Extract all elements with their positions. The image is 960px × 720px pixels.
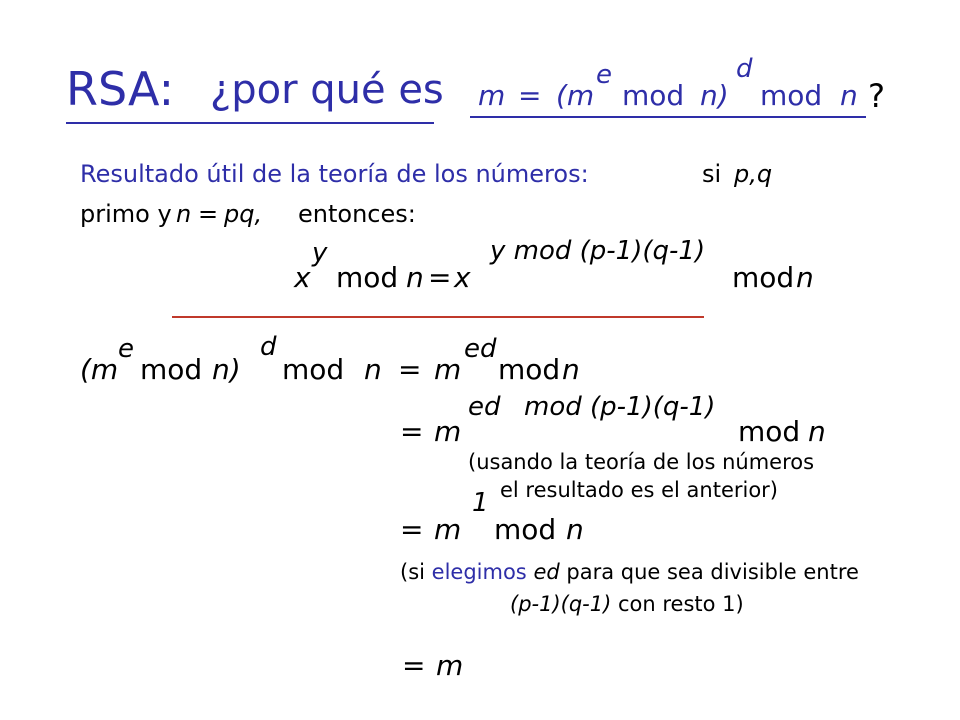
note2-elegimos: elegimos <box>431 560 527 584</box>
deriv2-eq: = <box>400 415 424 448</box>
deriv1-mod: mod <box>140 353 203 386</box>
theorem-n1: n <box>406 261 424 294</box>
deriv4-m: m <box>436 649 464 682</box>
deriv2-n: n <box>808 415 826 448</box>
title-question: ¿por qué es <box>210 67 444 113</box>
note2-line-b <box>510 594 744 615</box>
title-formula-n-close: n) <box>700 79 729 112</box>
deriv1-e: e <box>118 334 134 364</box>
title-qmark: ? <box>868 77 885 115</box>
theorem-mod2: mod <box>732 261 795 294</box>
title-formula-open-m: (m <box>556 79 595 112</box>
theorem-exponent: y mod (p-1)(q-1) <box>490 236 706 266</box>
title-formula-m: m <box>478 79 506 112</box>
intro-pq: p,q <box>734 160 773 188</box>
title-underline <box>66 122 434 124</box>
deriv1-d: d <box>260 332 277 362</box>
theorem-y1: y <box>312 238 328 268</box>
intro-pq2: pq, <box>224 200 263 228</box>
note2-open: (si <box>400 560 425 584</box>
title-formula-n: n <box>840 79 858 112</box>
theorem-divider <box>172 316 704 318</box>
deriv3-one: 1 <box>472 488 489 518</box>
deriv4-eq: = <box>402 649 426 682</box>
title-formula-mod2: mod <box>760 79 823 112</box>
intro-line2-a: primo y <box>80 200 172 228</box>
note1-line-a: (usando la teoría de los números <box>468 450 815 474</box>
deriv1-mod2: mod <box>282 353 345 386</box>
title-formula-d: d <box>736 54 753 84</box>
deriv2-exp-rest: mod (p-1)(q-1) <box>524 392 716 422</box>
deriv1-n-close: n) <box>212 353 241 386</box>
note1-line-b: el resultado es el anterior) <box>500 478 779 502</box>
intro-eq: = <box>198 200 219 228</box>
intro-highlight: Resultado útil de la teoría de los números: <box>80 160 589 188</box>
note2-tail: con resto 1) <box>618 592 744 616</box>
title-formula-mod1: mod <box>622 79 685 112</box>
note2-rest: para que sea divisible entre <box>566 560 859 584</box>
deriv3-mod: mod <box>494 513 557 546</box>
deriv1-m: m <box>434 353 462 386</box>
deriv2-mod: mod <box>738 415 801 448</box>
deriv1-eq: = <box>398 353 422 386</box>
theorem-x1: x <box>294 261 311 294</box>
deriv1-ed: ed <box>464 334 497 364</box>
title-formula-e: e <box>596 60 612 90</box>
theorem-n2: n <box>796 261 814 294</box>
theorem-x2: x <box>454 261 471 294</box>
deriv2-exp-ed: ed <box>468 392 501 422</box>
intro-entonces: entonces: <box>298 200 416 228</box>
deriv3-m: m <box>434 513 462 546</box>
note2-pq: (p-1)(q-1) <box>510 592 612 616</box>
title-formula-eq: = <box>518 79 542 112</box>
deriv2-m: m <box>434 415 462 448</box>
deriv3-n: n <box>566 513 584 546</box>
note2-line-a <box>400 562 859 583</box>
theorem-mod: mod <box>336 261 399 294</box>
title-prefix: RSA: <box>66 62 175 116</box>
intro-n: n <box>176 200 192 228</box>
deriv3-eq: = <box>400 513 424 546</box>
note2-ed: ed <box>533 560 560 584</box>
deriv1-n2: n <box>562 353 580 386</box>
deriv1-open-m: (m <box>80 353 119 386</box>
title-formula-underline <box>470 116 866 118</box>
deriv1-mod3: mod <box>498 353 561 386</box>
intro-si: si <box>702 160 722 188</box>
deriv1-n: n <box>364 353 382 386</box>
theorem-eq: = <box>428 261 452 294</box>
